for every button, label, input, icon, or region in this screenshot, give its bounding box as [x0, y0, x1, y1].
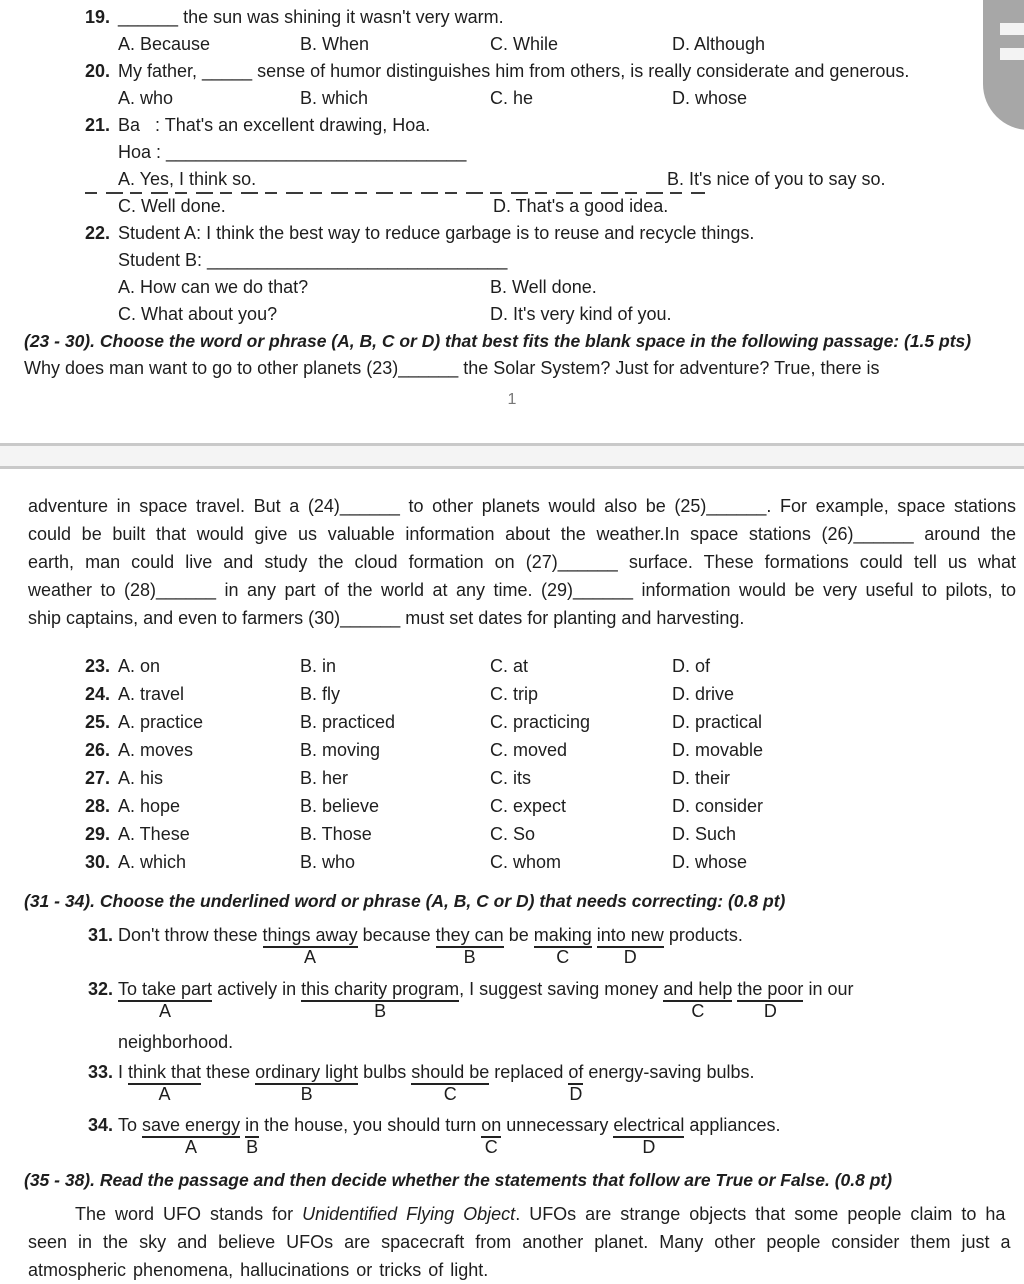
marker-c: C [691, 1001, 705, 1021]
underlined-text: electrical [613, 1115, 684, 1138]
question-22-number: 22. [85, 223, 111, 243]
underlined-text: they can [436, 925, 504, 948]
underlined-phrase-b [245, 1115, 260, 1157]
marker-b: B [300, 1084, 313, 1104]
marker-b: B [374, 1001, 387, 1021]
option-b: B. moving [300, 740, 381, 760]
option-d: D. That's a good idea. [493, 196, 669, 216]
ufo-passage [28, 1200, 1024, 1284]
underlined-text: To take part [118, 979, 212, 1002]
passage-line: weather to (28)______ in any part of the world at any time. (29)______ information would be very useful to pilots, to [28, 580, 1016, 600]
question-row-26 [0, 736, 1024, 764]
underlined-phrase-a [142, 1115, 241, 1157]
option-b: B. It's nice of you to say so. [667, 169, 886, 189]
option-d: D. of [672, 656, 711, 676]
option-a: A. which [118, 852, 187, 872]
question-22-options-ab [118, 274, 1024, 301]
underlined-phrase-c [533, 925, 592, 967]
option-d: D. Such [672, 824, 737, 844]
option-d: D. Although [672, 34, 766, 54]
underlined-phrase-b [301, 979, 460, 1021]
option-d: D. their [672, 768, 731, 788]
question-21 [0, 112, 1024, 139]
question-31 [0, 922, 1024, 975]
underlined-phrase-c [481, 1115, 502, 1157]
document-page-1 [0, 0, 1024, 443]
underlined-text: of [568, 1062, 583, 1085]
marker-b: B [463, 947, 476, 967]
marker-a: A [159, 1001, 172, 1021]
option-a: A. Yes, I think so. [118, 169, 257, 189]
sentence-segment: replaced [489, 1062, 569, 1082]
question-20-number: 20. [85, 61, 111, 81]
section-31-34-header: (31 - 34). Choose the underlined word or phrase (A, B, C or D) that needs correcting: (0.8 pt) [24, 891, 786, 911]
question-19-options [118, 31, 1024, 58]
option-a: A. travel [118, 684, 185, 704]
underlined-phrase-c [663, 979, 733, 1021]
question-22-blank-line: Student B: ______________________________ [118, 250, 508, 270]
sentence-segment: actively in [212, 979, 302, 999]
section-35-38-header: (35 - 38). Read the passage and then decide whether the statements that follow are True or False. (0.8 pt) [24, 1170, 893, 1190]
marker-a: A [158, 1084, 171, 1104]
option-c: C. practicing [490, 712, 591, 732]
marker-c: C [484, 1137, 498, 1157]
question-number: 30. [85, 852, 111, 872]
question-number: 26. [85, 740, 111, 760]
option-c: C. So [490, 824, 536, 844]
question-21-options-cd [118, 193, 1024, 220]
passage-line: ship captains, and even to farmers (30)______ must set dates for planting and harvesting. [28, 608, 745, 628]
option-d: D. whose [672, 852, 748, 872]
question-19-text: ______ the sun was shining it wasn't very warm. [118, 7, 504, 27]
underlined-text: should be [411, 1062, 489, 1085]
option-b: B. Those [300, 824, 372, 844]
underlined-phrase-c [411, 1062, 490, 1104]
option-c: C. its [490, 768, 532, 788]
underlined-phrase-d [737, 979, 804, 1021]
underlined-phrase-d [596, 925, 664, 967]
option-c: C. expect [490, 796, 567, 816]
cloze-passage [28, 492, 1016, 632]
option-a: A. hope [118, 796, 181, 816]
sentence-segment: because [357, 925, 436, 945]
question-number: 27. [85, 768, 111, 788]
underlined-text: things away [263, 925, 358, 948]
question-22-text: Student A: I think the best way to reduce garbage is to reuse and recycle things. [118, 223, 755, 243]
question-20-options [118, 85, 1024, 112]
sentence-segment: in our [803, 979, 854, 999]
underlined-text: on [481, 1115, 501, 1138]
underlined-text: save energy [142, 1115, 240, 1138]
underlined-phrase-b [435, 925, 504, 967]
option-b: B. When [300, 34, 370, 54]
option-b: B. her [300, 768, 349, 788]
option-c: C. at [490, 656, 529, 676]
question-row-29 [0, 820, 1024, 848]
ufo-line-3: atmospheric phenomena, hallucinations or tricks of light. [28, 1260, 489, 1280]
sentence-segment: unnecessary [501, 1115, 614, 1135]
question-21-blank-line: Hoa : ______________________________ [118, 142, 467, 162]
sentence-segment: Don't throw these [118, 925, 263, 945]
question-number: 28. [85, 796, 111, 816]
option-a: A. Because [118, 34, 211, 54]
option-c: C. Well done. [118, 196, 226, 216]
option-c: C. What about you? [118, 304, 278, 324]
option-d: D. consider [672, 796, 764, 816]
underlined-text: into new [597, 925, 664, 948]
marker-d: D [569, 1084, 583, 1104]
underlined-phrase-d [613, 1115, 685, 1157]
option-a: A. practice [118, 712, 204, 732]
option-b: B. in [300, 656, 337, 676]
question-22 [0, 220, 1024, 247]
sentence-segment: be [503, 925, 534, 945]
ufo-italic-term: Unidentified Flying Object [302, 1204, 516, 1224]
question-row-28 [0, 792, 1024, 820]
question-number: 32. [88, 979, 114, 999]
underlined-text: ordinary light [255, 1062, 358, 1085]
question-20-text: My father, _____ sense of humor distinguishes him from others, is really considerate and generous. [118, 61, 910, 81]
document-page-2 [0, 469, 1024, 1280]
passage-first-line: Why does man want to go to other planets (23)______ the Solar System? Just for adventure? True, there is [24, 358, 880, 378]
option-a: A. his [118, 768, 164, 788]
marker-d: D [763, 1001, 777, 1021]
option-b: B. who [300, 852, 356, 872]
marker-a: A [304, 947, 317, 967]
ufo-line-1 [28, 1200, 1024, 1228]
question-19-number: 19. [85, 7, 111, 27]
option-c: C. he [490, 88, 534, 108]
question-number: 34. [88, 1115, 114, 1135]
question-number: 23. [85, 656, 111, 676]
question-21-text: Ba : That's an excellent drawing, Hoa. [118, 115, 431, 135]
passage-line: could be built that would give us valuable information about the weather.In space stations (26)______ around the [28, 524, 1016, 544]
question-34 [0, 1112, 1024, 1165]
sentence-segment: bulbs [358, 1062, 412, 1082]
question-row-25 [0, 708, 1024, 736]
passage-line: earth, man could live and study the cloud formation on (27)______ surface. These formations could tell us what [28, 552, 1016, 572]
option-d: D. whose [672, 88, 748, 108]
sentence-segment: products. [663, 925, 743, 945]
question-number: 24. [85, 684, 111, 704]
option-d: D. drive [672, 684, 735, 704]
option-c: C. trip [490, 684, 539, 704]
sentence-segment: To [118, 1115, 143, 1135]
option-b: B. Well done. [490, 277, 597, 297]
option-a: A. on [118, 656, 161, 676]
option-d: D. It's very kind of you. [490, 304, 672, 324]
question-row-27 [0, 764, 1024, 792]
marker-c: C [556, 947, 570, 967]
sentence-segment: these [201, 1062, 256, 1082]
sentence-segment: energy-saving bulbs. [583, 1062, 755, 1082]
scan-artifact-dashed-line [85, 192, 705, 194]
ufo-text: The word UFO stands for [75, 1204, 303, 1224]
sentence-segment: I [118, 1062, 129, 1082]
ufo-text: . UFOs are strange objects that some people claim to ha [515, 1204, 1006, 1224]
option-b: B. which [300, 88, 369, 108]
question-19 [0, 4, 1024, 31]
marker-d: D [642, 1137, 656, 1157]
underlined-phrase-d [568, 1062, 584, 1104]
marker-b: B [246, 1137, 259, 1157]
option-b: B. believe [300, 796, 380, 816]
underlined-text: the poor [737, 979, 803, 1002]
question-33 [0, 1059, 1024, 1112]
question-32-continuation: neighborhood. [118, 1032, 234, 1052]
option-d: D. movable [672, 740, 764, 760]
underlined-phrase-a [128, 1062, 202, 1104]
hamburger-icon [1000, 23, 1024, 35]
marker-d: D [623, 947, 637, 967]
question-20 [0, 58, 1024, 85]
sentence-segment [592, 925, 597, 945]
question-row-24 [0, 680, 1024, 708]
option-a: A. moves [118, 740, 194, 760]
underlined-phrase-b [255, 1062, 359, 1104]
option-b: B. practiced [300, 712, 396, 732]
questions-23-30-grid [0, 652, 1024, 876]
question-number: 29. [85, 824, 111, 844]
question-21-options-ab [118, 166, 1024, 193]
page-break-gap [0, 443, 1024, 469]
option-a: A. These [118, 824, 190, 844]
section-23-30-header: (23 - 30). Choose the word or phrase (A, B, C or D) that best fits the blank space in the following passage: (1.5 pts) [24, 331, 972, 351]
sentence-segment: the house, you should turn [259, 1115, 482, 1135]
option-c: C. whom [490, 852, 562, 872]
sentence-segment: , I suggest saving money [459, 979, 664, 999]
option-c: C. While [490, 34, 559, 54]
passage-line: adventure in space travel. But a (24)______ to other planets would also be (25)______. For example, space stations [28, 496, 1016, 516]
option-b: B. fly [300, 684, 341, 704]
question-21-number: 21. [85, 115, 111, 135]
question-number: 31. [88, 925, 114, 945]
underlined-text: think that [128, 1062, 201, 1085]
question-number: 33. [88, 1062, 114, 1082]
underlined-text: in [245, 1115, 259, 1138]
option-a: A. who [118, 88, 174, 108]
sentence-segment: appliances. [684, 1115, 781, 1135]
marker-a: A [185, 1137, 198, 1157]
hamburger-icon [1000, 48, 1024, 60]
question-32 [0, 976, 1024, 1029]
question-22-options-cd [118, 301, 1024, 328]
option-d: D. practical [672, 712, 763, 732]
option-a: A. How can we do that? [118, 277, 309, 297]
question-row-30 [0, 848, 1024, 876]
page-number: 1 [507, 391, 517, 408]
option-c: C. moved [490, 740, 568, 760]
underlined-text: this charity program [301, 979, 459, 1002]
underlined-phrase-a [118, 979, 213, 1021]
underlined-text: making [534, 925, 592, 948]
question-number: 25. [85, 712, 111, 732]
underlined-phrase-a [262, 925, 358, 967]
marker-c: C [443, 1084, 457, 1104]
ufo-line-2: seen in the sky and believe UFOs are spacecraft from another planet. Many other people consider them just a [28, 1232, 1011, 1252]
underlined-text: and help [663, 979, 732, 1002]
question-row-23 [0, 652, 1024, 680]
